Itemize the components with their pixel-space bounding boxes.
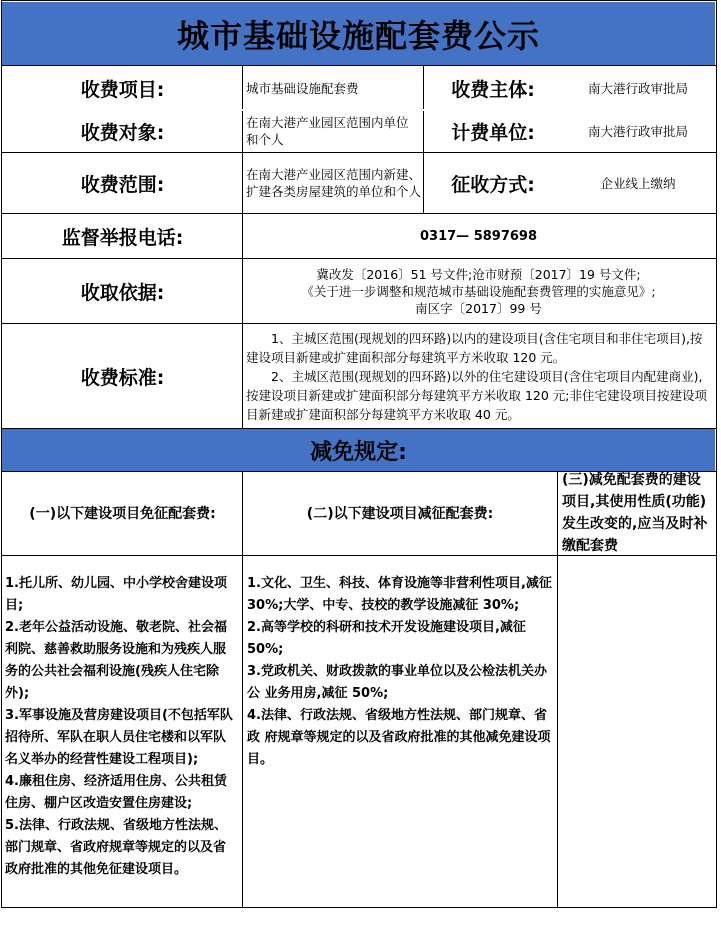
list-item: 3.军事设施及营房建设项目(不包括军队招待所、军队在职人员住宅楼和以军队名义举办的经营性建设工程项目); (5, 708, 233, 767)
grid-line (1, 428, 717, 429)
list-item: 4.廉租住房、经济适用住房、公共租赁住房、棚户区改造安置住房建设; (5, 774, 227, 811)
grid-line (1, 555, 717, 556)
scope-label: 收费范围: (80, 173, 165, 196)
method-label: 征收方式: (451, 173, 535, 196)
change-header: (三)减免配套费的建设项目,其使用性质(功能)发生改变的,应当及时补缴配套费 (562, 472, 708, 554)
list-item: 3.党政机关、财政拨款的事业单位以及公检法机关办公 业务用房,减征 50%; (247, 664, 547, 701)
standard-para: 2、主城区范围(现规划的四环路)以外的住宅建设项目(含住宅项目内配建商业),按建设项目新建或扩建面积部分每建筑平方米收取 120 元;非住宅建设项目按建设项目新建或扩建面积部分每建筑平方米收取 40 元。 (246, 368, 708, 422)
exemption-band: 减免规定: (2, 429, 715, 471)
subject-value: 南大港行政审批局 (587, 80, 688, 96)
item-label: 收费项目: (80, 78, 165, 101)
grid-line (1, 471, 717, 472)
reduce-list (243, 573, 557, 793)
exempt-list (1, 573, 242, 903)
object-label: 收费对象: (80, 121, 165, 144)
list-item: 1.托儿所、幼儿园、中小学校舍建设项目; (5, 576, 227, 613)
grid-line (242, 65, 243, 429)
standard-label: 收费标准: (80, 366, 165, 389)
page-title: 城市基础设施配套费公示 (2, 2, 715, 65)
standard-value (246, 324, 713, 428)
subject-label: 收费主体: (451, 78, 535, 101)
basis-value (243, 259, 714, 323)
phone-label: 监督举报电话: (61, 226, 184, 249)
grid-line (1, 258, 717, 259)
list-item: 2.高等学校的科研和技术开发设施建设项目,减征 50%; (247, 620, 526, 657)
item-value: 城市基础设施配套费 (246, 80, 359, 96)
grid-line (1, 907, 717, 908)
unit-label: 计费单位: (451, 121, 535, 144)
unit-value: 南大港行政审批局 (587, 123, 688, 139)
object-value: 在南大港产业园区范围内单位和个人 (246, 115, 409, 147)
basis-line: 冀改发〔2016〕51 号文件;沧市财预〔2017〕19 号文件; (316, 266, 641, 282)
grid-line (423, 65, 424, 213)
list-item: 1.文化、卫生、科技、体育设施等非营利性项目,减征 30%;大学、中专、技校的教学设施减征 30%; (247, 576, 552, 613)
standard-para: 1、主城区范围(现规划的四环路)以内的建设项目(含住宅项目和非住宅项目),按建设项目新建或扩建面积部分每建筑平方米收取 120 元。 (246, 330, 703, 365)
grid-line (716, 0, 717, 908)
basis-line: 《关于进一步调整和规范城市基础设施配套费管理的实施意见》; (301, 283, 656, 299)
basis-label: 收取依据: (80, 281, 165, 304)
grid-line (1, 65, 717, 66)
grid-line (242, 471, 243, 908)
grid-line (557, 471, 558, 908)
phone-value: 0317— 5897698 (419, 228, 538, 244)
grid-line (1, 0, 2, 908)
list-item: 5.法律、行政法规、省级地方性法规、部门规章、省政府规章等规定的以及省政府批准的其他免征建设项目。 (5, 818, 227, 877)
grid-line (1, 0, 717, 1)
grid-line (1, 213, 717, 214)
list-item: 2.老年公益活动设施、敬老院、社会福利院、慈善救助服务设施和为残疾人服务的公共社会福利设施(残疾人住宅除外); (5, 620, 227, 701)
list-item: 4.法律、行政法规、省级地方性法规、部门规章、省政 府规章等规定的以及省政府批准的其他减免建设项目。 (247, 708, 551, 767)
method-value: 企业线上缴纳 (600, 175, 676, 191)
scope-value: 在南大港产业园区范围内新建、扩建各类房屋建筑的单位和个人 (246, 167, 422, 199)
exempt-header: (一)以下建设项目免征配套费: (29, 506, 216, 522)
reduce-header: (二)以下建设项目减征配套费: (306, 506, 494, 522)
grid-line (1, 152, 717, 153)
grid-line (1, 323, 717, 324)
basis-line: 南区字〔2017〕99 号 (415, 300, 542, 316)
row-gap (2, 109, 716, 111)
